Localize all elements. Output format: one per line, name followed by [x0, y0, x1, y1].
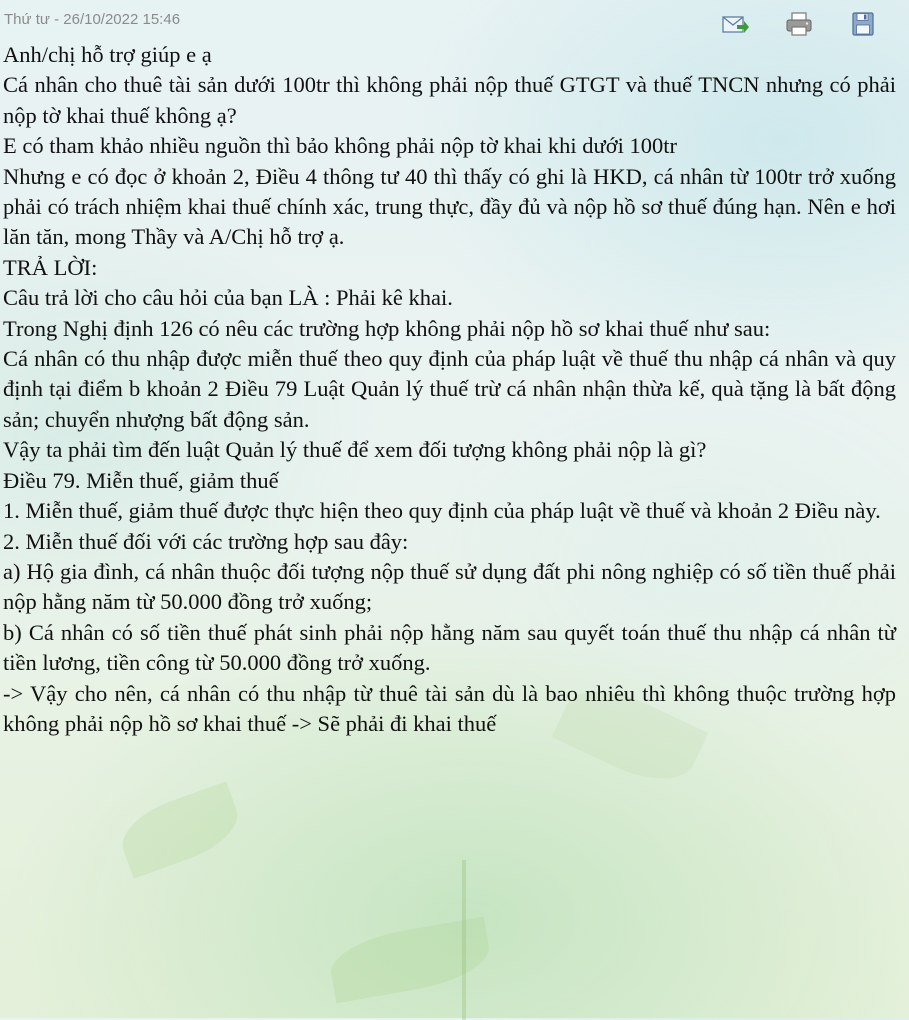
answer-text: Vậy ta phải tìm đến luật Quản lý thuế để xem đối tượng không phải nộp là gì? — [3, 437, 707, 463]
law-clause: 1. Miễn thuế, giảm thuế được thực hiện theo quy định của pháp luật về thuế và khoản 2 Điều này. — [3, 498, 881, 524]
background-leaf — [326, 917, 494, 1004]
question-text: E có tham khảo nhiều nguồn thì bảo không phải nộp tờ khai khi dưới 100tr — [3, 133, 678, 159]
background-leaf — [113, 781, 246, 878]
law-clause: 2. Miễn thuế đối với các trường hợp sau đây: — [3, 528, 409, 554]
answer-summary: Câu trả lời cho câu hỏi của bạn LÀ : Phải kê khai. — [3, 285, 453, 311]
print-icon[interactable] — [784, 10, 814, 38]
answer-text: Cá nhân có thu nhập được miễn thuế theo quy định của pháp luật về thuế thu nhập cá nhân và quy định tại điểm b khoản 2 Điều 79 Luật Quản lý thuế trừ cá nhân nhận thừa kế, quà tặng là bất động sản; chuyển nhượng bất động sản. — [3, 346, 896, 432]
question-greeting: Anh/chị hỗ trợ giúp e ạ — [3, 42, 212, 67]
post-date: Thứ tư - 26/10/2022 15:46 — [4, 11, 181, 28]
article-header — [0, 0, 909, 40]
email-icon[interactable] — [720, 10, 750, 38]
question-text: Nhưng e có đọc ở khoản 2, Điều 4 thông tư 40 thì thấy có ghi là HKD, cá nhân từ 100tr trở xuống phải có trách nhiệm khai thuế chính xác, trung thực, đầy đủ và nộp hồ sơ thuế đúng hạn. Nên e hơi lăn tăn, mong Thầy và A/Chị hỗ trợ ạ. — [3, 163, 896, 250]
background-stem — [462, 860, 466, 1020]
answer-conclusion: -> Vậy cho nên, cá nhân có thu nhập từ thuê tài sản dù là bao nhiêu thì không thuộc trường hợp không phải nộp hồ sơ khai thuế -> Sẽ phải đi khai thuế — [3, 680, 896, 736]
answer-text: Trong Nghị định 126 có nêu các trường hợp không phải nộp hồ sơ khai thuế như sau: — [3, 315, 771, 341]
article-body — [3, 40, 896, 739]
law-article-title: Điều 79. Miễn thuế, giảm thuế — [3, 467, 279, 493]
question-text: Cá nhân cho thuê tài sản dưới 100tr thì không phải nộp thuế GTGT và thuế TNCN nhưng có phải nộp tờ khai thuế không ạ? — [3, 72, 896, 128]
answer-heading: TRẢ LỜI: — [3, 254, 98, 280]
save-icon[interactable] — [848, 10, 878, 38]
law-clause: b) Cá nhân có số tiền thuế phát sinh phải nộp hằng năm sau quyết toán thuế thu nhập cá nhân từ tiền lương, tiền công từ 50.000 đồng trở xuống. — [3, 619, 896, 676]
law-clause: a) Hộ gia đình, cá nhân thuộc đối tượng nộp thuế sử dụng đất phi nông nghiệp có số tiền thuế phải nộp hằng năm từ 50.000 đồng trở xuống; — [3, 558, 896, 615]
